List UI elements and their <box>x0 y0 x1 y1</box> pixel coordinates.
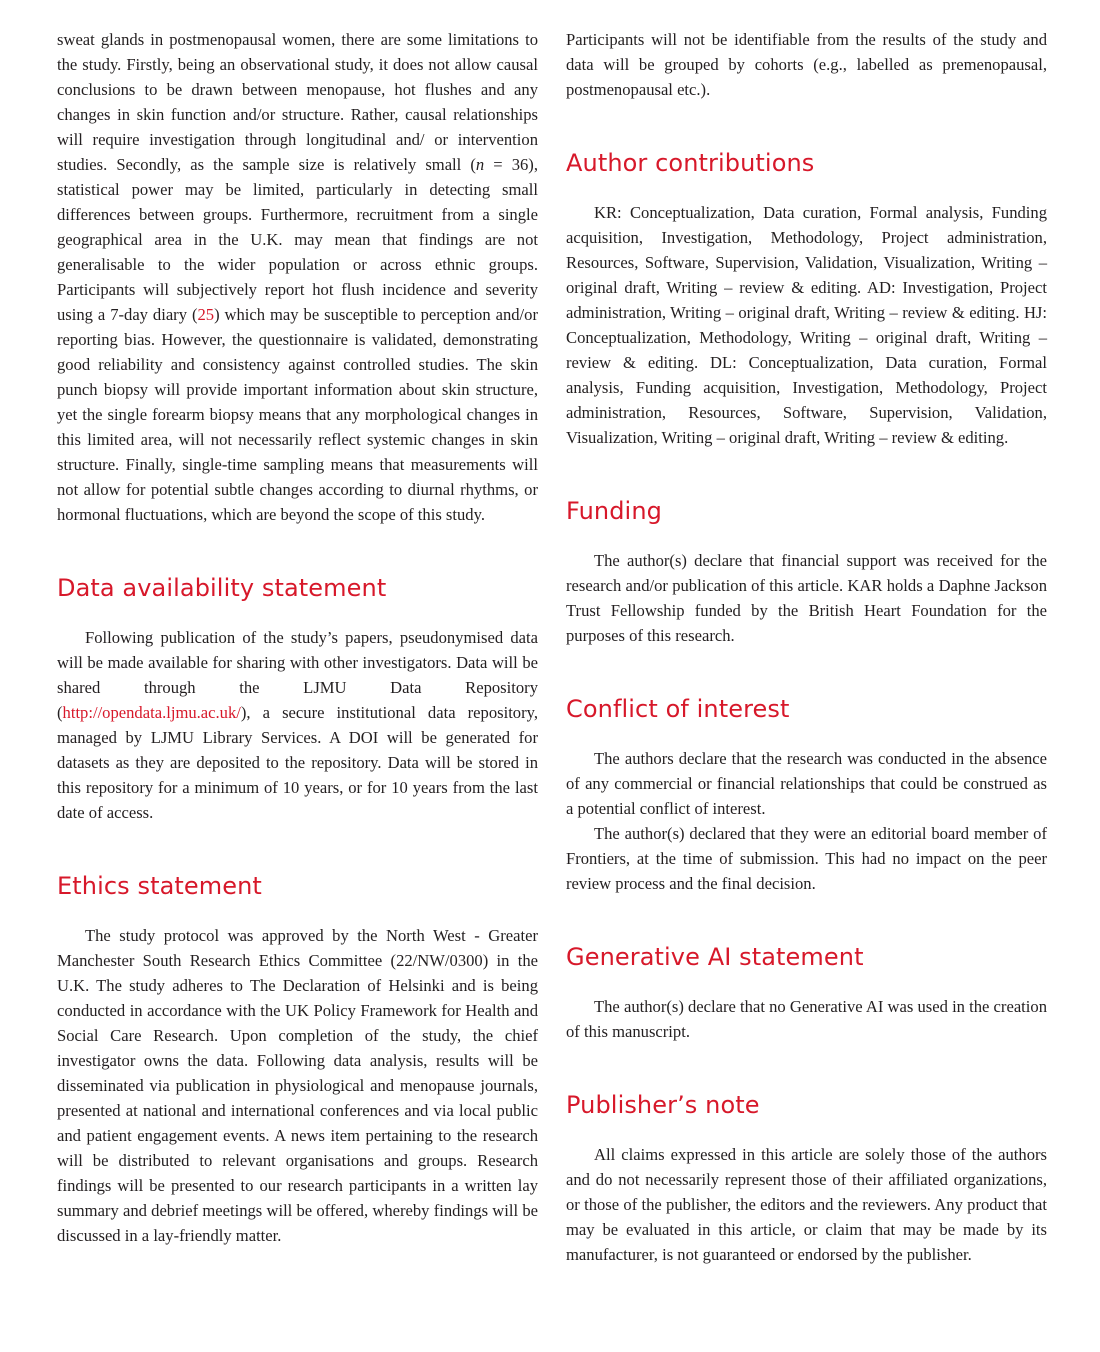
publishers-note-heading: Publisher’s note <box>566 1091 760 1119</box>
generative-ai-heading: Generative AI statement <box>566 943 864 971</box>
funding-heading: Funding <box>566 497 662 525</box>
limitations-text-2: = 36), statistical power may be limited, particularly in detecting small differences between groups. Furthermore, recruitment from a single geographical area in the U.K. may mean that findings are not generalisable to the wider population or across ethnic groups. Participants will subjectively report hot flush incidence and severity using a 7-day diary ( <box>57 155 538 324</box>
conflict-paragraph-2: The author(s) declared that they were an editorial board member of Frontiers, at the time of submission. This had no impact on the peer review process and the final decision. <box>566 824 1047 893</box>
ethics-paragraph: The study protocol was approved by the North West - Greater Manchester South Research Ethics Committee (22/NW/0300) in the U.K. The study adheres to The Declaration of Helsinki and is being conducted in accordance with the UK Policy Framework for Health and Social Care Research. Upon completion of the study, the chief investigator owns the data. Following data analysis, results will be disseminated via publication in physiological and menopause journals, presented at national and international conferences and via local public and patient engagement events. A news item pertaining to the research will be distributed to relevant organisations and groups. Research findings will be presented to our research participants in a written lay summary and debrief meetings will be offered, whereby findings will be discussed in a lay-friendly matter. <box>57 926 538 1245</box>
ethics-heading: Ethics statement <box>57 872 262 900</box>
conflict-of-interest-heading: Conflict of interest <box>566 695 790 723</box>
opendata-link[interactable]: http://opendata.ljmu.ac.uk/ <box>62 703 241 722</box>
publishers-note-paragraph: All claims expressed in this article are solely those of the authors and do not necessarily represent those of their affiliated organizations, or those of the publisher, the editors and the reviewers. Any product that may be evaluated in this article, or claim that may be made by its manufacturer, is not guaranteed or endorsed by the publisher. <box>566 1145 1047 1264</box>
right-column <box>566 27 1047 1267</box>
data-availability-paragraph <box>57 625 538 825</box>
limitations-paragraph <box>57 27 538 527</box>
data-availability-text-1: Following publication of the study’s papers, pseudonymised data will be made available for sharing with other investigators. Data will be shared through the LJMU Data Repository ( <box>57 628 538 722</box>
generative-ai-paragraph: The author(s) declare that no Generative AI was used in the creation of this manuscript. <box>566 997 1047 1041</box>
limitations-text-1: sweat glands in postmenopausal women, there are some limitations to the study. Firstly, being an observational study, it does not allow causal conclusions to be drawn between menopause, hot flushes and any changes in skin function and/or structure. Rather, causal relationships will require investigation through longitudinal and/ or intervention studies. Secondly, as the sample size is relatively small ( <box>57 30 538 174</box>
conflict-paragraph-1: The authors declare that the research was conducted in the absence of any commercial or financial relationships that could be construed as a potential conflict of interest. <box>566 749 1047 818</box>
data-availability-text-2: ), a secure institutional data repository, managed by LJMU Library Services. A DOI will be generated for datasets as they are deposited to the repository. Data will be stored in this repository for a minimum of 10 years, or for 10 years from the last date of access. <box>57 703 538 822</box>
n-symbol: n <box>475 155 485 174</box>
participants-paragraph: Participants will not be identifiable from the results of the study and data will be grouped by cohorts (e.g., labelled as premenopausal, postmenopausal etc.). <box>566 30 1047 99</box>
limitations-text-3: ) which may be susceptible to perception and/or reporting bias. However, the questionnaire is validated, demonstrating good reliability and consistency against controlled studies. The skin punch biopsy will provide important information about skin structure, yet the single forearm biopsy means that any morphological changes in this limited area, will not necessarily reflect systemic changes in skin structure. Finally, single-time sampling means that measurements will not allow for potential subtle changes according to diurnal rhythms, or hormonal fluctuations, which are beyond the scope of this study. <box>57 305 538 524</box>
funding-paragraph: The author(s) declare that financial support was received for the research and/or publication of this article. KAR holds a Daphne Jackson Trust Fellowship funded by the British Heart Foundation for the purposes of this research. <box>566 551 1047 645</box>
left-column <box>57 27 538 1248</box>
data-availability-heading: Data availability statement <box>57 574 387 602</box>
author-contributions-heading: Author contributions <box>566 149 815 177</box>
author-contributions-paragraph: KR: Conceptualization, Data curation, Formal analysis, Funding acquisition, Investigation, Methodology, Project administration, Resources, Software, Supervision, Validation, Visualization, Writing – original draft, Writing – review & editing. AD: Investigation, Project administration, Writing – original draft, Writing – review & editing. HJ: Conceptualization, Methodology, Writing – original draft, Writing – review & editing. DL: Conceptualization, Data curation, Formal analysis, Funding acquisition, Investigation, Methodology, Project administration, Resources, Software, Supervision, Validation, Visualization, Writing – original draft, Writing – review & editing. <box>566 203 1047 447</box>
citation-link[interactable]: 25 <box>197 305 215 324</box>
